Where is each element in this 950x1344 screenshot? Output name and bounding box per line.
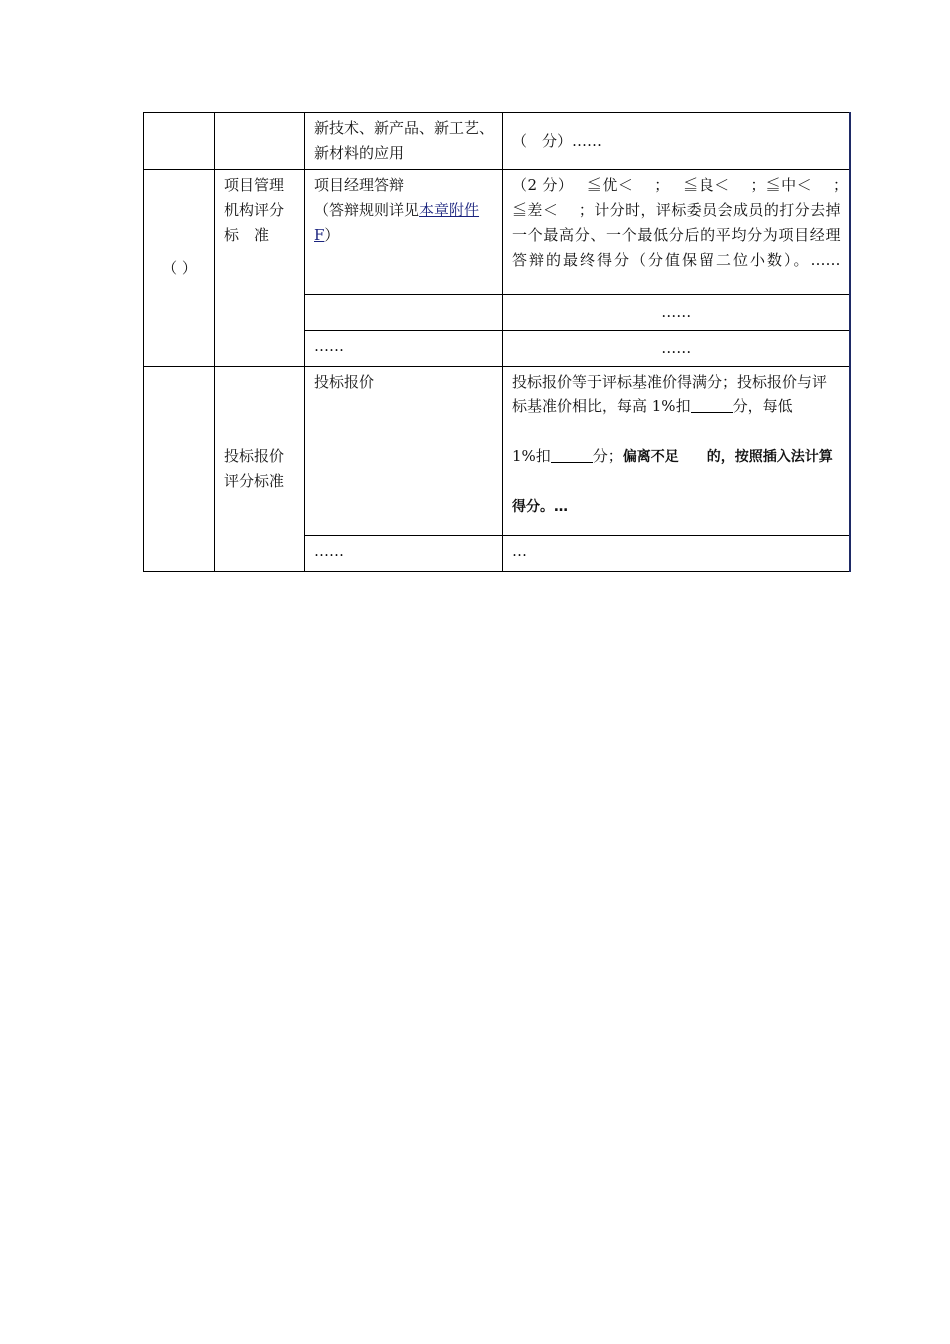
standard-text: … [512,542,527,560]
standard-line2-row [512,432,841,532]
standard-cell [503,170,861,295]
factor-text: 投标报价 [314,373,375,391]
factor-text: …… [314,337,344,355]
standard-text: （ 分）…… [512,131,603,150]
seq-cell [144,367,215,572]
factor-cell [305,367,503,536]
blank-line [691,396,733,413]
standard-text [512,370,841,418]
factor-cell [305,170,503,295]
factor-cell [305,113,503,170]
table-row [144,170,850,295]
standard-cell [503,536,850,572]
standard-text: …… [661,303,692,321]
standard-cell [503,295,850,331]
standard-bold-text: 偏离不足 的，按照插入法计算得分。… [512,449,833,515]
factor-cell [305,331,503,367]
category-text: 投标报价评分标准 [224,447,285,490]
standard-text: （2 分） ≦优＜ ； ≦良＜ ；≦中＜ ； ≦差＜ ；计分时，评标委员会成员的打分去掉一个最高分、一个最低分后的平均分为项目经理答辩的最终得分（分值保留二位小数）。…… [512,176,861,269]
standard-line2: 1%扣 [512,447,551,465]
category-cell [215,367,305,572]
category-cell [215,113,305,170]
standard-text: …… [661,339,692,357]
category-cell [215,170,305,367]
standard-unit1: 分，每低 [732,397,793,415]
seq-text: （ ） [162,258,197,277]
scoring-table [143,112,861,572]
factor-note-prefix: （答辩规则详见 [314,201,420,219]
factor-cell [305,536,503,572]
table-row [144,113,850,170]
standard-cell [503,367,850,536]
category-text: 项目管理机构评分标 准 [224,176,285,244]
standard-cell [503,331,850,367]
factor-note [314,198,494,248]
appendix-link[interactable]: 本章附件 F [314,201,480,244]
standard-line1: 投标报价等于评标基准价得满分；投标报价与评标基准价相比，每高 1%扣 [512,373,828,415]
seq-cell [144,170,215,367]
factor-note-suffix: ） [324,226,340,244]
standard-cell [503,113,850,170]
factor-text: 新技术、新产品、新工艺、新材料的应用 [314,119,495,162]
factor-cell [305,295,503,331]
factor-title: 项目经理答辩 [314,176,405,194]
seq-cell [144,113,215,170]
standard-unit2: 分； [592,447,623,465]
factor-text: …… [314,542,344,560]
blank-line [551,446,593,463]
table-row [144,367,850,536]
